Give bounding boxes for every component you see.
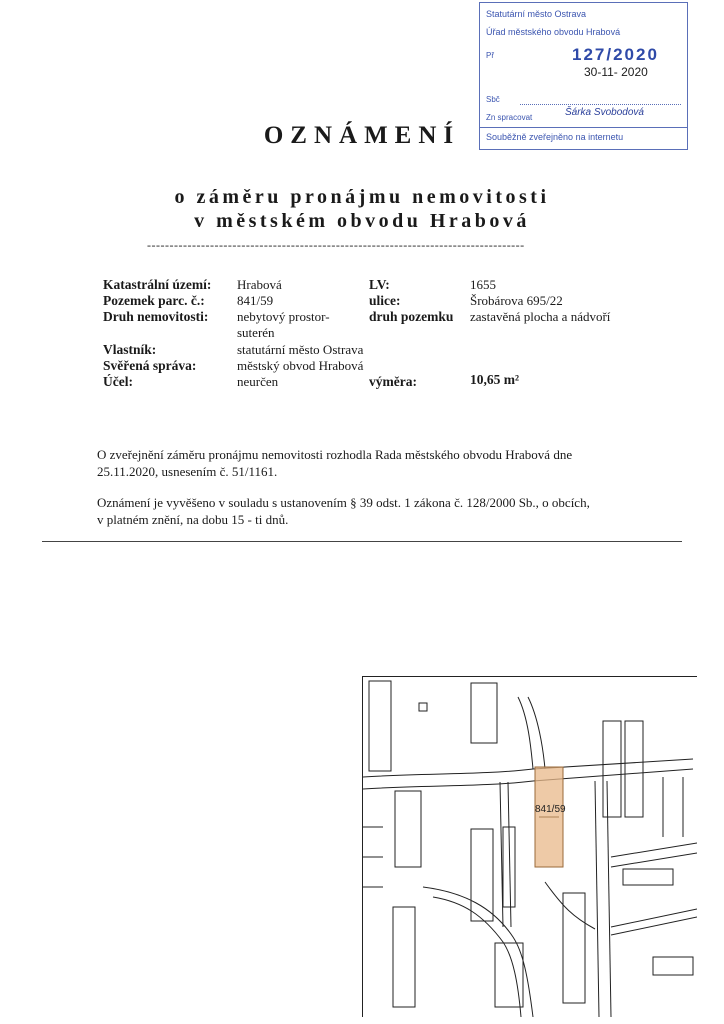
stamp-label-zpr: Zn spracovat <box>486 113 533 122</box>
property-type-value-2: suterén <box>237 325 275 340</box>
property-type-label: Druh nemovitosti: <box>103 309 209 324</box>
dashed-separator: ------------------------------------------------------------------------------------ <box>147 238 525 252</box>
horizontal-rule <box>42 541 682 542</box>
stamp-label-sbc: Sbč <box>486 95 500 104</box>
cadastral-area-value: Hrabová <box>237 277 282 292</box>
land-type-value: zastavěná plocha a nádvoří <box>470 309 611 324</box>
page-title: OZNÁMENÍ <box>263 122 461 149</box>
stamp-registration-number: 127/2020 <box>572 45 659 64</box>
area-label: výměra: <box>369 374 417 389</box>
purpose-value: neurčen <box>237 374 279 389</box>
lv-label: LV: <box>369 277 390 292</box>
administration-label: Svěřená správa: <box>103 358 197 373</box>
owner-value: statutární město Ostrava <box>237 342 364 357</box>
cadastral-map <box>362 676 697 1017</box>
street-value: Šrobárova 695/22 <box>470 293 563 308</box>
decision-paragraph-line-2: 25.11.2020, usnesením č. 51/1161. <box>97 464 278 479</box>
stamp-office: Statutární město Ostrava <box>486 9 587 19</box>
parcel-label: 841/59 <box>535 804 566 815</box>
subtitle-line-1: o záměru pronájmu nemovitosti <box>174 186 550 208</box>
stamp-date: 30-11- 2020 <box>584 65 648 79</box>
cadastral-area-label: Katastrální území: <box>103 277 212 292</box>
stamp-label-pr: Př <box>486 51 494 60</box>
area-value: 10,65 m² <box>470 372 520 387</box>
stamp-footer: Souběžně zveřejněno na internetu <box>480 127 687 146</box>
legal-paragraph-line-1: Oznámení je vyvěšeno v souladu s ustanovením § 39 odst. 1 zákona č. 128/2000 Sb., o obcích, <box>97 495 590 510</box>
legal-paragraph-line-2: v platném znění, na dobu 15 - ti dnů. <box>97 512 289 527</box>
stamp-department: Úřad městského obvodu Hrabová <box>486 27 621 37</box>
land-type-label: druh pozemku <box>369 309 454 324</box>
purpose-label: Účel: <box>103 374 133 389</box>
cadastral-map-drawing <box>363 677 697 1017</box>
lv-value: 1655 <box>470 277 496 292</box>
parcel-value: 841/59 <box>237 293 274 308</box>
subtitle-line-2: v městském obvodu Hrabová <box>194 210 530 232</box>
street-label: ulice: <box>369 293 401 308</box>
owner-label: Vlastník: <box>103 342 157 357</box>
stamp-dotted-line <box>520 104 681 105</box>
administration-value: městský obvod Hrabová <box>237 358 364 373</box>
decision-paragraph-line-1: O zveřejnění záměru pronájmu nemovitosti rozhodla Rada městského obvodu Hrabová dne <box>97 447 573 462</box>
parcel-label: Pozemek parc. č.: <box>103 293 205 308</box>
stamp-signature: Šárka Svobodová <box>565 107 644 118</box>
property-type-value-1: nebytový prostor- <box>237 309 330 324</box>
